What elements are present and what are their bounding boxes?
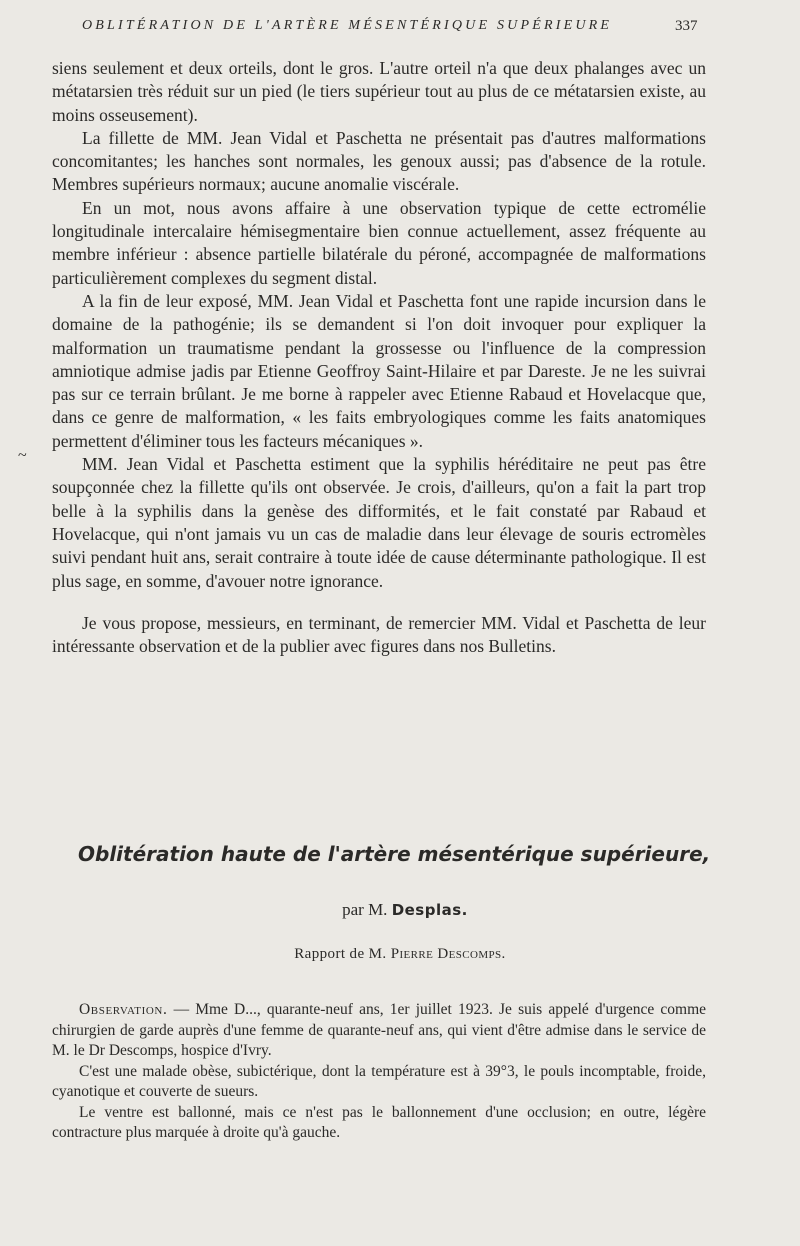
observation-section: [52, 1000, 706, 1144]
byline-author: Desplas.: [391, 901, 468, 919]
report-prefix: Rapport de M.: [294, 946, 387, 962]
observation-paragraph: Le ventre est ballonné, mais ce n'est pas le ballonnement d'une occlusion; en outre, légère contracture plus marquée à droite qu'à gauche.: [52, 1103, 706, 1141]
running-header: OBLITÉRATION DE L'ARTÈRE MÉSENTÉRIQUE SUPÉRIEURE: [82, 18, 613, 33]
margin-mark: ~: [18, 447, 27, 464]
observation-first-paragraph: [52, 1000, 706, 1062]
page-number: 337: [675, 18, 698, 34]
byline: [0, 900, 800, 920]
byline-prefix: par M.: [342, 900, 388, 919]
report-line: [0, 946, 800, 963]
paragraph: En un mot, nous avons affaire à une observation typique de cette ectromélie longitudinale intercalaire hémisegmentaire bien connue actuellement, assez fréquente au membre inférieur : absence partielle bilatérale du péroné, accompagnée de malformations particulièrement complexes du segment distal.: [52, 197, 706, 288]
observation-text: — Mme D..., quarante-neuf ans, 1er juillet 1923. Je suis appelé d'urgence comme chirurgien de garde auprès d'une femme de quarante-neuf ans, qui vient d'être admise dans le service de M. le Dr Descomps, hospice d'Ivry.: [52, 1001, 706, 1059]
observation-label: Observation.: [79, 1001, 168, 1018]
paragraph: A la fin de leur exposé, MM. Jean Vidal et Paschetta font une rapide incursion dans le domaine de la pathogénie; ils se demandent si l'on doit invoquer pour expliquer la malformation un traumatisme pendant la grossesse ou l'influence de la compression amniotique admise jadis par Etienne Geoffroy Saint-Hilaire et par Dareste. Je ne les suivrai pas sur ce terrain brûlant. Je me borne à rappeler avec Etienne Rabaud et Hovelacque que, dans ce genre de malformation, « les faits embryologiques comme les faits anatomiques permettent d'éliminer tous les facteurs mécaniques ».: [52, 290, 706, 451]
paragraph-continuation: siens seulement et deux orteils, dont le gros. L'autre orteil n'a que deux phalanges avec un métatarsien très réduit sur un pied (le tiers supérieur tout au plus de ce métatarsien existe, au moins osseusement).: [52, 58, 706, 125]
paragraph: MM. Jean Vidal et Paschetta estiment que la syphilis héréditaire ne peut pas être soupçonnée chez la fillette qu'ils ont observée. Je crois, d'ailleurs, qu'on a fait la part trop belle à la syphilis dans la genèse des difformités, et le fait constaté par Rabaud et Hovelacque, qui n'ont jamais vu un cas de maladie dans leur élevage de souris ectromèles suivi pendant huit ans, serait contraire à toute idée de cause déterminante pathologique. Il est plus sage, en somme, d'avouer notre ignorance.: [52, 454, 706, 591]
closing-paragraph: Je vous propose, messieurs, en terminant, de remercier MM. Vidal et Paschetta de leur intéressante observation et de la publier avec figures dans nos Bulletins.: [52, 612, 706, 657]
observation-paragraph: C'est une malade obèse, subictérique, dont la température est à 39°3, le pouls incomptable, froide, cyanotique et couverte de sueurs.: [52, 1062, 706, 1100]
paragraph: La fillette de MM. Jean Vidal et Paschetta ne présentait pas d'autres malformations concomitantes; les hanches sont normales, les genoux aussi; pas d'absence de la rotule. Membres supérieurs normaux; aucune anomalie viscérale.: [52, 127, 706, 195]
report-body: [52, 57, 706, 658]
article-title: Oblitération haute de l'artère mésentérique supérieure,: [78, 842, 711, 866]
report-author: Pierre Descomps.: [390, 946, 506, 962]
